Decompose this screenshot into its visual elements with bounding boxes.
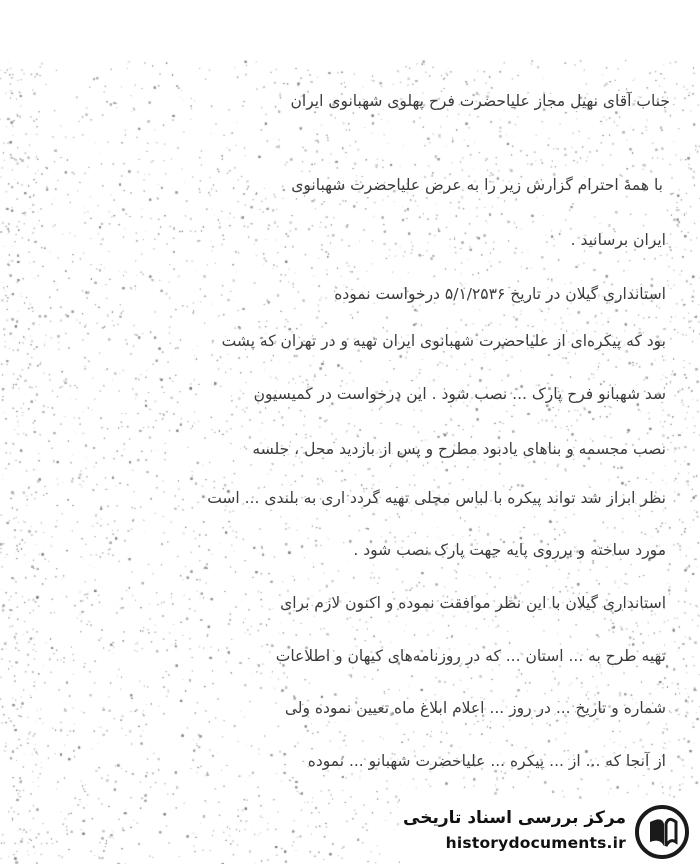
document-line: از آنجا که ... از ... پیکره ... علیاحضرت شهبانو ... نموده <box>307 752 666 770</box>
document-line: جناب آقای نهیل مجاز علیاحضرت فرح پهلوی شهبانوی ایران <box>290 92 670 110</box>
document-line: نظر ابراز شد تواند پیکره با لباس محلی تهیه گردد اری به بلندی ... است <box>207 489 666 507</box>
document-line: بود که پیکره‌ای از علیاحضرت شهبانوی ایران تهیه و در تهران که پشت <box>221 332 666 350</box>
document-line: سد شهبانو فرح پارک ... نصب شود . این درخواست در کمیسیون <box>253 385 666 403</box>
document-line: با همهٔ احترام گزارش زیر را به عرض علیاحضرت شهبانوی <box>291 176 663 194</box>
document-line: نصب مجسمه و بناهای یادبود مطرح و پس از بازدید محل ، جلسه <box>252 440 666 458</box>
archive-org-name: مرکز بررسی اسناد تاریخی <box>403 808 626 828</box>
document-line: ایران برسانید . <box>570 231 666 249</box>
document-line: استانداری گیلان در تاریخ ۵/۱/۲۵۳۶ درخواست نموده <box>334 285 666 303</box>
document-line: مورد ساخته و برروی پایه جهت پارک نصب شود . <box>353 541 666 559</box>
document-line: استانداری گیلان با این نظر موافقت نموده و اکنون لازم برای <box>280 594 666 612</box>
archive-logo-icon <box>634 804 690 860</box>
document-line: تهیه طرح به ... استان ... که در روزنامه‌های کیهان و اطلاعات <box>275 647 666 665</box>
archive-website-link[interactable]: historydocuments.ir <box>445 834 626 852</box>
watermark-footer <box>400 800 700 864</box>
document-line: شماره و تاریخ ... در روز ... اعلام ابلاغ ماه تعیین نموده ولی <box>284 699 666 717</box>
